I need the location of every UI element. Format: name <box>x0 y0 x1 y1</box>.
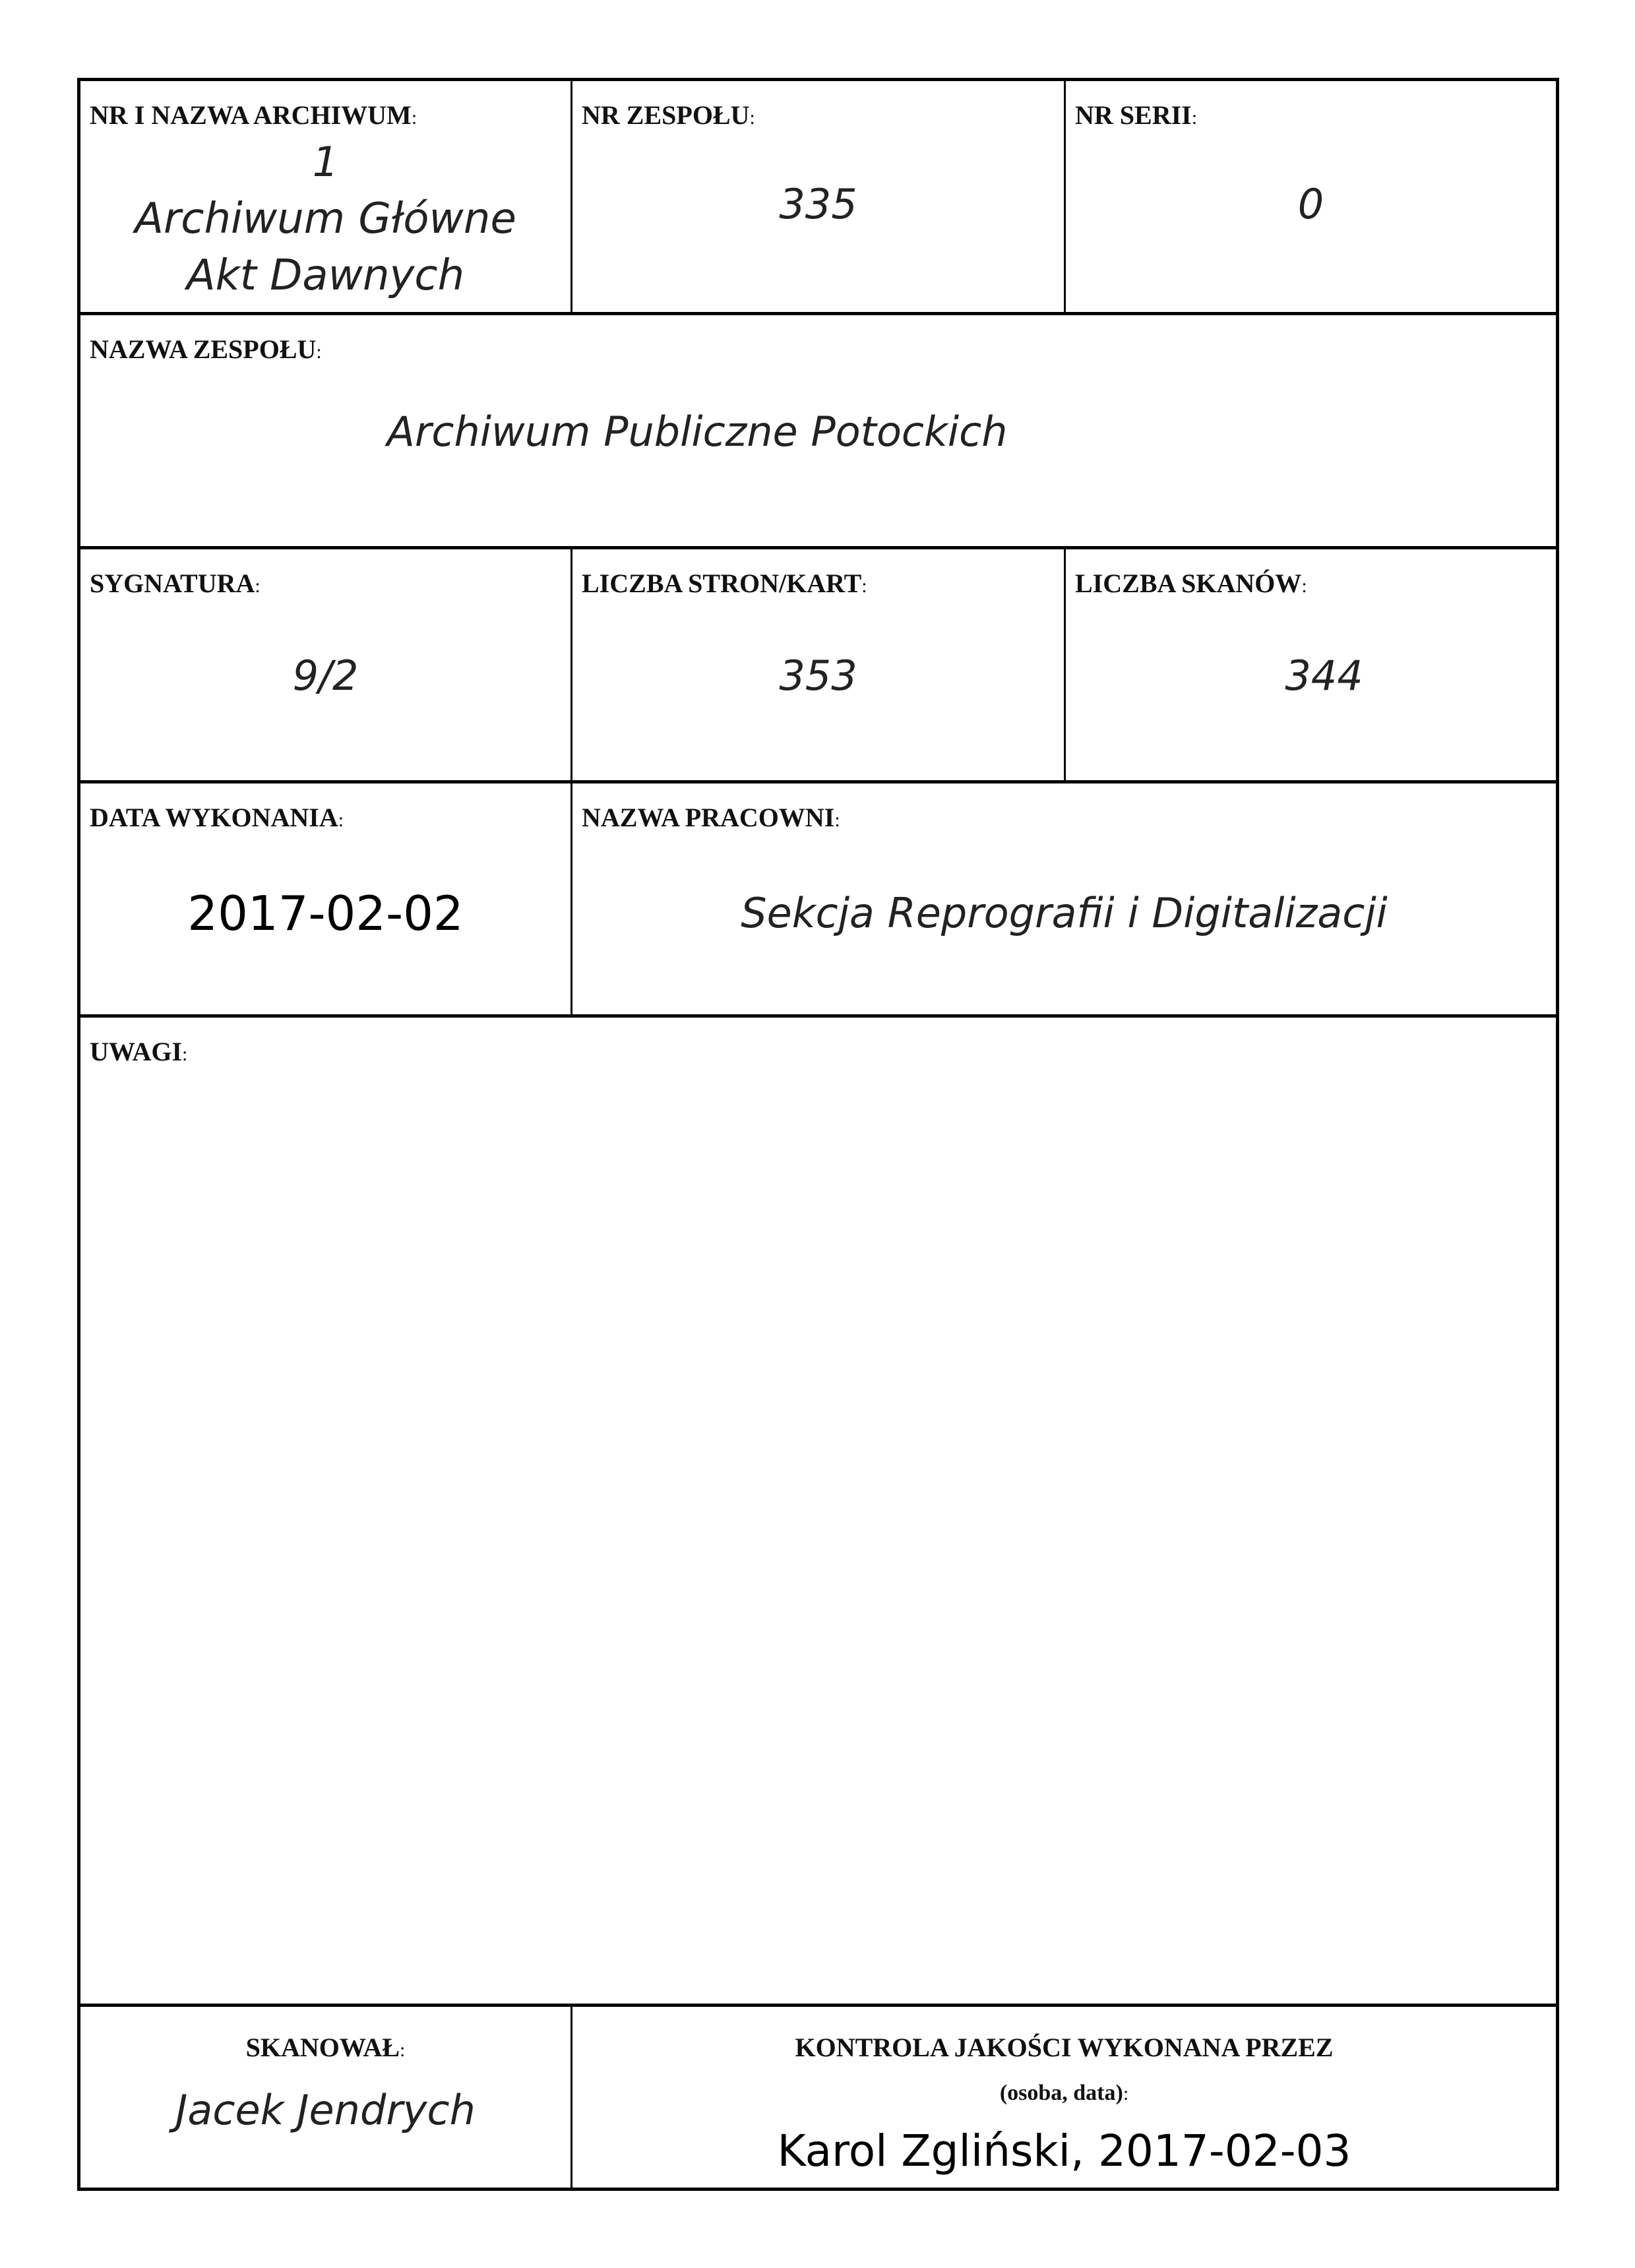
cell-fond-number <box>572 81 1066 312</box>
cell-fond-name <box>80 315 1556 546</box>
scan-count-label: LICZBA SKANÓW: <box>1075 568 1307 598</box>
series-number-label: NR SERII: <box>1075 100 1198 130</box>
cell-series-number <box>1066 81 1556 312</box>
cell-scan-count <box>1066 549 1556 780</box>
row-counts <box>80 549 1556 783</box>
archive-name-line2: Akt Dawnych <box>186 251 465 300</box>
signature-value: 9/2 <box>292 652 359 700</box>
row-notes <box>80 1018 1556 2007</box>
series-number-value: 0 <box>1297 180 1324 228</box>
cell-date <box>80 783 572 1014</box>
quality-control-sublabel: (osoba, data): <box>999 2081 1129 2105</box>
cell-quality-control <box>572 2007 1556 2188</box>
cell-page-count <box>572 549 1066 780</box>
row-archive <box>80 81 1556 315</box>
cell-signature <box>80 549 572 780</box>
cell-workshop <box>572 783 1556 1014</box>
workshop-label: NAZWA PRACOWNI: <box>582 803 840 832</box>
quality-control-value: Karol Zgliński, 2017-02-03 <box>777 2126 1351 2176</box>
cell-notes <box>80 1018 1556 2004</box>
quality-control-label: KONTROLA JAKOŚCI WYKONANA PRZEZ <box>795 2033 1334 2062</box>
fond-number-value: 335 <box>779 180 857 228</box>
notes-label: UWAGI: <box>90 1037 188 1066</box>
row-signoff <box>80 2007 1556 2188</box>
workshop-value: Sekcja Reprografii i Digitalizacji <box>741 889 1388 937</box>
scanned-by-label: SKANOWAŁ: <box>245 2033 406 2062</box>
metric-form <box>77 78 1559 2191</box>
cell-archive <box>80 81 572 312</box>
archive-label: NR I NAZWA ARCHIWUM: <box>90 100 417 130</box>
row-date-workshop <box>80 783 1556 1018</box>
row-fond-name <box>80 315 1556 549</box>
scan-count-value: 344 <box>1285 652 1363 700</box>
cell-scanned-by <box>80 2007 572 2188</box>
fond-number-label: NR ZESPOŁU: <box>582 100 755 130</box>
archive-number: 1 <box>312 138 339 186</box>
date-label: DATA WYKONANIA: <box>90 803 344 832</box>
fond-name-value: Archiwum Publiczne Potockich <box>386 408 1008 456</box>
scanned-by-value: Jacek Jendrych <box>175 2086 476 2134</box>
signature-label: SYGNATURA: <box>90 568 261 598</box>
fond-name-label: NAZWA ZESPOŁU: <box>90 334 322 364</box>
archive-name-line1: Archiwum Główne <box>135 195 516 243</box>
date-value: 2017-02-02 <box>187 886 464 941</box>
page-count-label: LICZBA STRON/KART: <box>582 568 867 598</box>
page-count-value: 353 <box>779 652 857 700</box>
